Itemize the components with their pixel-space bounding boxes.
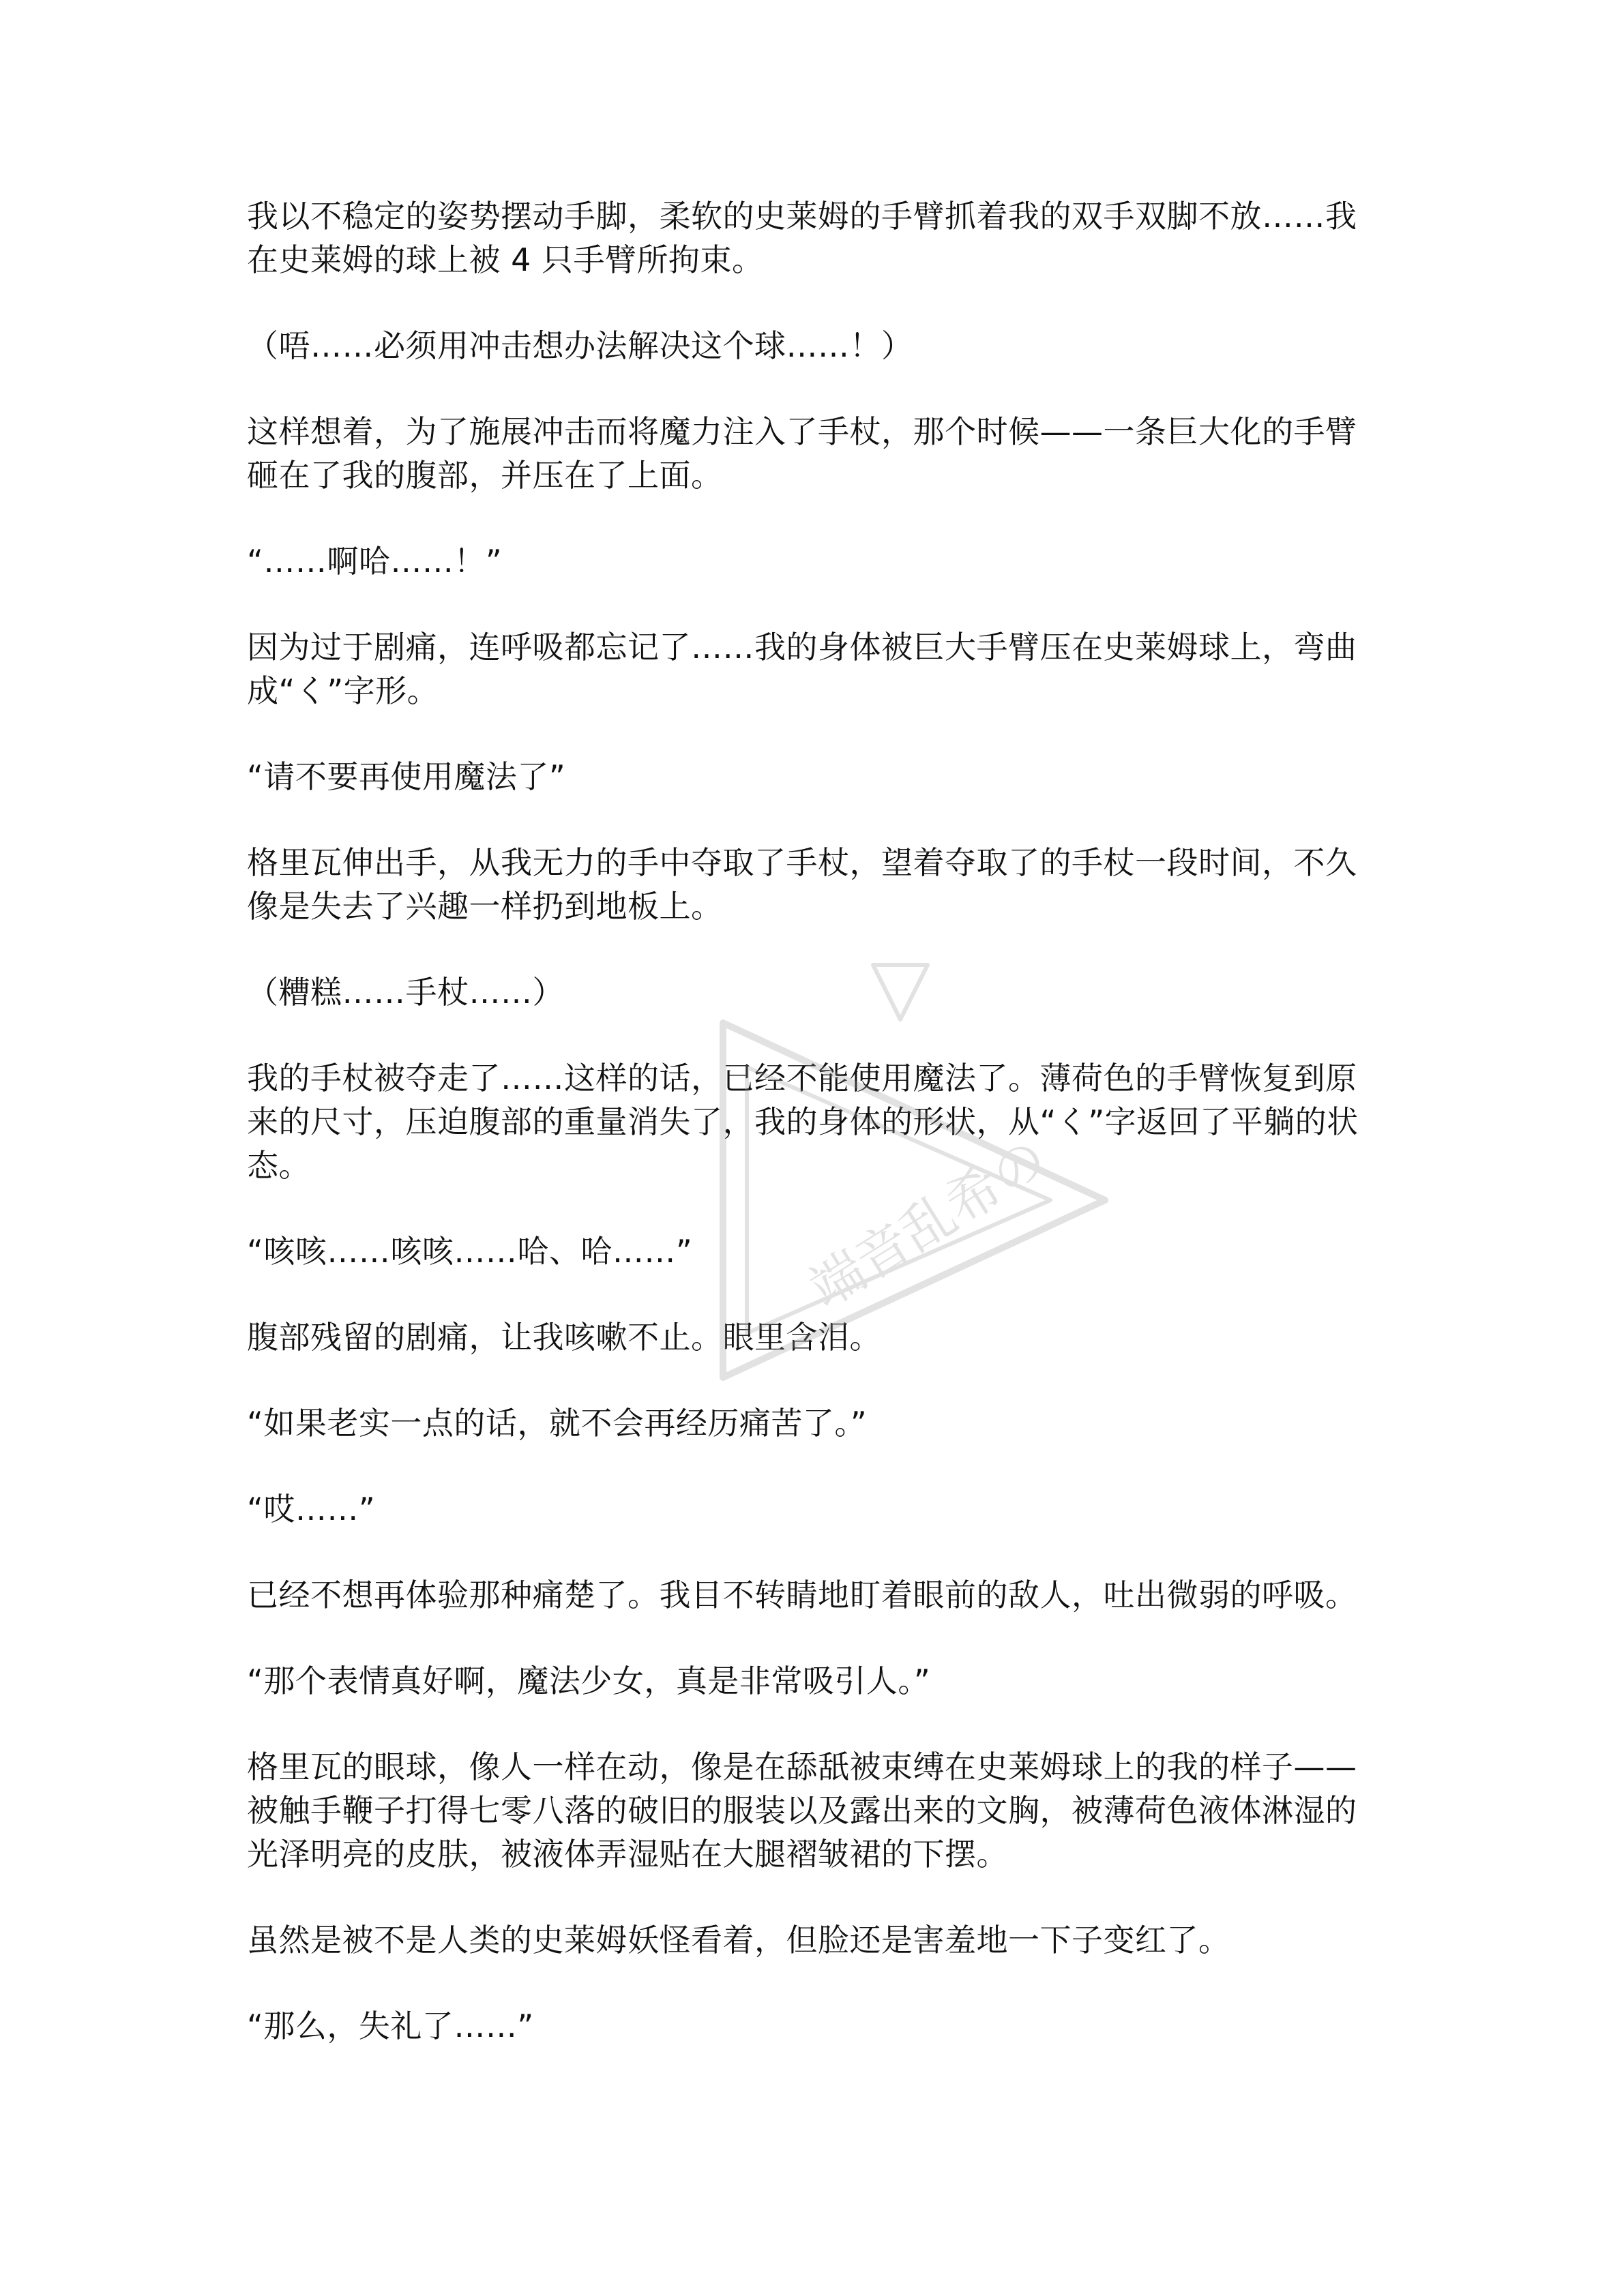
paragraph-12: “如果老实一点的话，就不会再经历痛苦了。” [247,1405,868,1442]
paragraph-17: 虽然是被不是人类的史莱姆妖怪看着，但脸还是害羞地一下子变红了。 [247,1922,1230,1958]
paragraph-7: 格里瓦伸出手，从我无力的手中夺取了手杖，望着夺取了的手杖一段时间，不久像是失去了兴趣一样扔到地板上。 [247,844,1357,925]
watermark-text: 端音乱希の [799,1127,1058,1321]
paragraph-11: 腹部残留的剧痛，让我咳嗽不止。眼里含泪。 [247,1319,881,1356]
paragraph-15: “那个表情真好啊，魔法少女，真是非常吸引人。” [247,1663,931,1699]
paragraph-2: （唔……必须用冲击想办法解决这个球……！） [247,327,913,364]
paragraph-13: “哎……” [247,1491,376,1527]
paragraph-3: 这样想着，为了施展冲击而将魔力注入了手杖，那个时候——一条巨大化的手臂砸在了我的腹部，并压在了上面。 [247,413,1357,494]
paragraph-14: 已经不想再体验那种痛楚了。我目不转睛地盯着眼前的敌人，吐出微弱的呼吸。 [247,1577,1357,1613]
paragraph-18: “那么，失礼了……” [247,2008,534,2044]
paragraph-16: 格里瓦的眼球，像人一样在动，像是在舔舐被束缚在史莱姆球上的我的样子——被触手鞭子打得七零八落的破旧的服装以及露出来的文胸，被薄荷色液体淋湿的光泽明亮的皮肤，被液体弄湿贴在大腿褶皱裙的下摆。 [247,1748,1357,1873]
paragraph-6: “请不要再使用魔法了” [247,758,566,795]
paragraph-1: 我以不稳定的姿势摆动手脚，柔软的史莱姆的手臂抓着我的双手双脚不放……我在史莱姆的球上被 4 只手臂所拘束。 [247,198,1357,278]
paragraph-4: “……啊哈……！” [247,543,503,580]
paragraph-8: （糟糕……手杖……） [247,974,564,1011]
document-body [247,194,1379,2090]
paragraph-10: “咳咳……咳咳……哈、哈……” [247,1233,693,1270]
paragraph-5: 因为过于剧痛，连呼吸都忘记了……我的身体被巨大手臂压在史莱姆球上，弯曲成“く”字形。 [247,629,1357,709]
paragraph-9: 我的手杖被夺走了……这样的话，已经不能使用魔法了。薄荷色的手臂恢复到原来的尺寸，压迫腹部的重量消失了，我的身体的形状，从“く”字返回了平躺的状态。 [247,1060,1359,1184]
